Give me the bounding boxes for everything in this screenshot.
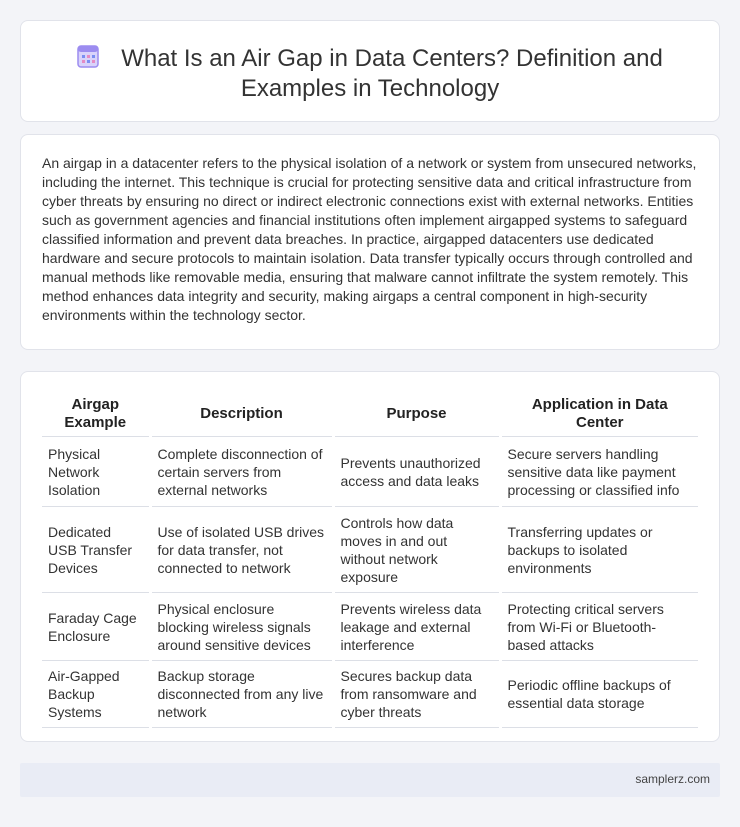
title-card bbox=[20, 20, 720, 122]
cell-purpose: Controls how data moves in and out without network exposure bbox=[333, 507, 500, 593]
intro-paragraph: An airgap in a datacenter refers to the physical isolation of a network or system from unsecured networks, including the internet. This technique is crucial for protecting sensitive data and critical infrastructure from cyber threats by ensuring no direct or indirect electronic connections exist with external networks. Entities such as government agencies and financial institutions often implement airgapped systems to safeguard classified information and prevent data breaches. In practice, airgapped datacenters use dedicated hardware and secure protocols to maintain isolation. Data transfer typically occurs through controlled and manual methods like removable media, ensuring that malware cannot infiltrate the system remotely. This method enhances data integrity and security, making airgaps a central component in high-security environments within the technology sector. bbox=[42, 155, 697, 323]
intro-card bbox=[20, 134, 720, 350]
footer-site-link[interactable]: samplerz.com bbox=[635, 772, 710, 786]
cell-example: Faraday Cage Enclosure bbox=[42, 593, 150, 661]
table-row bbox=[42, 593, 698, 661]
table-header-row bbox=[42, 392, 698, 437]
table-card bbox=[20, 371, 720, 742]
header-airgap-example: Airgap Example bbox=[42, 392, 150, 437]
header-purpose: Purpose bbox=[333, 392, 500, 437]
page-title bbox=[21, 43, 719, 104]
cell-example: Dedicated USB Transfer Devices bbox=[42, 507, 150, 593]
cell-application: Transferring updates or backups to isolated environments bbox=[500, 507, 698, 593]
cell-description: Use of isolated USB drives for data transfer, not connected to network bbox=[150, 507, 333, 593]
airgap-table bbox=[42, 392, 698, 728]
header-application: Application in Data Center bbox=[500, 392, 698, 437]
table-row bbox=[42, 661, 698, 728]
cell-description: Complete disconnection of certain servers from external networks bbox=[150, 437, 333, 507]
table-row bbox=[42, 437, 698, 507]
cell-application: Periodic offline backups of essential data storage bbox=[500, 661, 698, 728]
table-row bbox=[42, 507, 698, 593]
cell-application: Secure servers handling sensitive data like payment processing or classified info bbox=[500, 437, 698, 507]
cell-application: Protecting critical servers from Wi-Fi or Bluetooth-based attacks bbox=[500, 593, 698, 661]
cell-description: Backup storage disconnected from any live network bbox=[150, 661, 333, 728]
footer bbox=[20, 763, 720, 797]
cell-purpose: Secures backup data from ransomware and cyber threats bbox=[333, 661, 500, 728]
cell-description: Physical enclosure blocking wireless signals around sensitive devices bbox=[150, 593, 333, 661]
cell-purpose: Prevents unauthorized access and data leaks bbox=[333, 437, 500, 507]
calendar-icon bbox=[77, 43, 99, 69]
title-line-2: Examples in Technology bbox=[240, 75, 500, 102]
header-description: Description bbox=[150, 392, 333, 437]
cell-example: Air-Gapped Backup Systems bbox=[42, 661, 150, 728]
cell-example: Physical Network Isolation bbox=[42, 437, 150, 507]
cell-purpose: Prevents wireless data leakage and external interference bbox=[333, 593, 500, 661]
title-line-1: What Is an Air Gap in Data Centers? Definition and bbox=[121, 45, 663, 72]
